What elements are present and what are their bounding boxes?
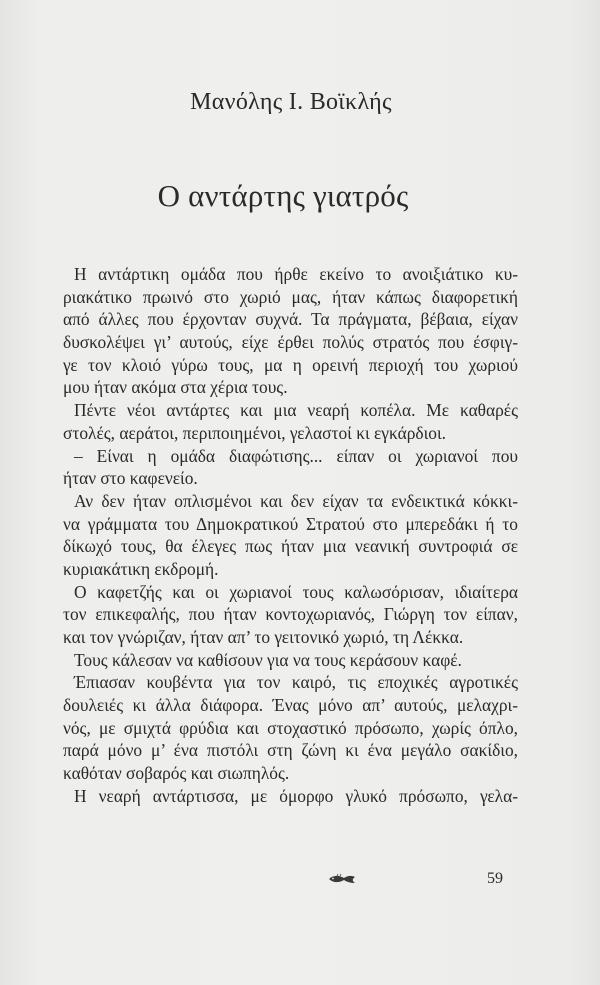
text-line: ριακάτικο πρωινό στο χωριό μας, ήταν κάπως διαφορετική: [63, 286, 518, 307]
text-line: και τον γνώριζαν, ήταν απ’ το γειτονικό χωριό, τη Λέκκα.: [63, 627, 464, 647]
text-line: από άλλες που έρχονταν συχνά. Τα πράγματα, βέβαια, είχαν: [63, 309, 518, 330]
text-line: Έπιασαν κουβέντα για τον καιρό, τις εποχικές αγροτικές: [74, 672, 518, 693]
text-line: κυριακάτικη εκδρομή.: [63, 558, 219, 579]
text-line: καθόταν σοβαρός και σιωπηλός.: [63, 763, 290, 784]
text-line: στολές, αεράτοι, περιποιημένοι, γελαστοί κι εγκάρδιοι.: [63, 422, 446, 443]
text-line: δουλειές κι άλλα διάφορα. Ένας μόνο απ’ αυτούς, μελαχρι-: [63, 695, 518, 716]
text-line: – Είναι η ομάδα διαφώτισης... είπαν οι χωριανοί που: [74, 445, 518, 466]
text-line: δυσκολέψει γι’ αυτούς, είχε έρθει πολύς στρατός που έσφιγ-: [63, 332, 518, 353]
text-line: νός, με σμιχτά φρύδια και στοχαστικό πρόσωπο, χωρίς όπλο,: [63, 717, 518, 738]
text-line: παρά μόνο μ’ ένα πιστόλι στη ζώνη κι ένα μεγάλο σακίδιο,: [63, 740, 518, 761]
text-line: Ο καφετζής και οι χωριανοί τους καλωσόρισαν, ιδιαίτερα: [74, 581, 518, 602]
author-name: Μανόλης Ι. Βοϊκλής: [190, 89, 392, 115]
page-number: 59: [487, 870, 503, 887]
body-text: [63, 263, 518, 808]
text-line: να γράμματα του Δημοκρατικού Στρατού στο μπερεδάκι ή το: [63, 513, 518, 534]
text-line: ήταν στο καφενείο.: [63, 468, 198, 489]
text-line: μου ήταν ακόμα στα χέρια τους.: [63, 377, 288, 398]
text-line: Η νεαρή αντάρτισσα, με όμορφο γλυκό πρόσωπο, γελα-: [74, 785, 518, 806]
chapter-title: Ο αντάρτης γιατρός: [157, 178, 409, 213]
text-line: Αν δεν ήταν οπλισμένοι και δεν είχαν τα ενδεικτικά κόκκι-: [74, 490, 518, 511]
fish-ornament-icon: [327, 872, 357, 886]
text-line: Η αντάρτικη ομάδα που ήρθε εκείνο το ανοιξιάτικο κυ-: [74, 264, 518, 284]
text-line: Τους κάλεσαν να καθίσουν για να τους κεράσουν καφέ.: [74, 649, 462, 670]
text-line: τον επικεφαλής, που ήταν κοντοχωριανός, Γιώργη τον είπαν,: [63, 604, 518, 625]
text-line: δίκωχό τους, θα έλεγες πως ήταν μια νεανική συντροφιά σε: [63, 536, 518, 557]
text-line: γε τον κλοιό γύρω τους, μα η ορεινή περιοχή του χωριού: [63, 354, 518, 375]
text-line: Πέντε νέοι αντάρτες και μια νεαρή κοπέλα. Με καθαρές: [74, 400, 518, 421]
